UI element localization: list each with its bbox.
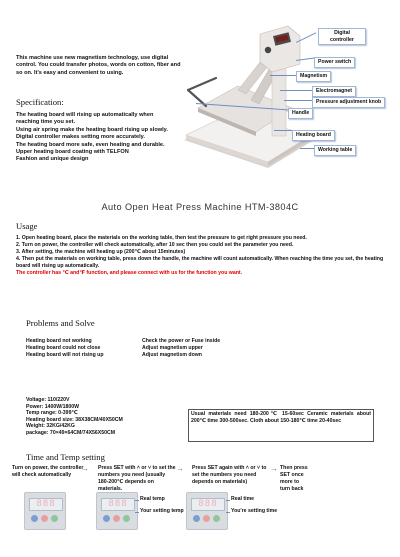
callout-heating-board: Heating board bbox=[292, 130, 335, 141]
down-button[interactable] bbox=[123, 515, 130, 522]
table-row bbox=[26, 345, 366, 352]
spec-line: Fashion and unique design bbox=[16, 156, 89, 163]
problem-cell: Heating board not working bbox=[26, 338, 92, 344]
callout-magnetism: Magnetism bbox=[296, 71, 331, 82]
machine-specs bbox=[26, 397, 186, 437]
leader-line bbox=[226, 512, 230, 513]
controller-display bbox=[96, 492, 138, 530]
leader-line bbox=[270, 75, 296, 76]
usage-step: 3. After setting, the machine will heating up (200℃ about 15minutes) bbox=[16, 249, 186, 255]
controller-display bbox=[24, 492, 66, 530]
spec-item: Weight: 32KG/42KG bbox=[26, 423, 75, 430]
down-button[interactable] bbox=[51, 515, 58, 522]
leader-line bbox=[226, 500, 230, 501]
display-digits: 888 bbox=[191, 498, 225, 511]
real-temp-label: Real temp bbox=[140, 496, 165, 502]
usage-step: 4. Then put the materials on working table, press down the handle, the machine will count automatically. When reaching the time you set, the heating board will rising up automatically. bbox=[16, 256, 384, 269]
specification-heading: Specification: bbox=[16, 97, 64, 107]
controller-display bbox=[186, 492, 228, 530]
leader-line bbox=[284, 100, 312, 101]
materials-note-box: Usual materials need 180-200℃ 15-60sec Ceramic materials about 200℃ time 300-500sec. Cloth about 150-180℃ time 20-40sec bbox=[188, 409, 374, 442]
usage-step: 1. Open heating board, place the materials on the working table, then test the pressure to get right pressure you need. bbox=[16, 235, 307, 241]
leader-line bbox=[300, 148, 314, 149]
heat-press-machine-image bbox=[176, 20, 316, 170]
up-button[interactable] bbox=[113, 515, 120, 522]
set-button[interactable] bbox=[103, 515, 110, 522]
spec-item: Heating board size: 38X38CM/40X50CM bbox=[26, 416, 123, 423]
set-time-label: You're setting time bbox=[231, 508, 278, 514]
up-button[interactable] bbox=[203, 515, 210, 522]
leader-line bbox=[135, 500, 139, 501]
spec-line: Using air spring make the heating board rising up slowly. bbox=[16, 126, 168, 133]
set-button[interactable] bbox=[31, 515, 38, 522]
spec-item: Temp range: 0-399℃ bbox=[26, 410, 78, 417]
specification-list bbox=[16, 112, 178, 164]
solution-cell: Adjust magnetism down bbox=[142, 352, 202, 358]
usage-steps bbox=[16, 235, 388, 277]
display-digits: 888 bbox=[29, 498, 63, 511]
table-row bbox=[26, 338, 366, 345]
leader-line bbox=[280, 90, 312, 91]
callout-handle: Handle bbox=[288, 108, 313, 119]
time-temp-step-3: Press SET again with ˄ or ˅ to set the numbers you need depends on materials) bbox=[192, 465, 267, 485]
callout-working-table: Working table bbox=[314, 145, 356, 156]
up-button[interactable] bbox=[41, 515, 48, 522]
callout-electromagnet: Electromagnet bbox=[312, 86, 356, 97]
callout-pressure-knob: Pressure adjustment knob bbox=[312, 97, 385, 108]
callout-digital-controller: Digital controller bbox=[318, 28, 366, 45]
time-temp-step-2: Press SET with ˄ or ˅ to set the numbers you need (usually 180-200℃ depends on materials. bbox=[98, 465, 176, 492]
usage-heading: Usage bbox=[16, 221, 38, 231]
leader-line bbox=[135, 512, 139, 513]
leader-line bbox=[274, 130, 292, 131]
spec-item: Power: 1400W/1800W bbox=[26, 403, 80, 410]
usage-step: 2. Turn on power, the controller will check automatically, after 10 sec then you could set the parameter you need. bbox=[16, 242, 294, 248]
spec-line: The heating board will rising up automatically when reaching time you set. bbox=[16, 112, 154, 126]
time-temp-step-1: Turn on power, the controller will check automatically bbox=[12, 465, 84, 478]
display-digits: 888 bbox=[101, 498, 135, 511]
problem-cell: Heating board could not close bbox=[26, 345, 101, 351]
time-temp-heading: Time and Temp setting bbox=[26, 452, 105, 462]
callout-power-switch: Power switch bbox=[314, 57, 355, 68]
time-temp-step-4: Then press SET once more to turn back bbox=[280, 465, 308, 492]
down-button[interactable] bbox=[213, 515, 220, 522]
arrow-icon: → bbox=[81, 464, 89, 473]
set-temp-label: Your setting temp bbox=[140, 508, 184, 514]
real-time-label: Real time bbox=[231, 496, 255, 502]
arrow-icon: → bbox=[176, 464, 184, 473]
intro-text: This machine use new magnetism technology, use digital control. You could transfer photos, words on cotton, fiber and so on. It's easy and convenient to using. bbox=[16, 55, 181, 76]
set-button[interactable] bbox=[193, 515, 200, 522]
spec-item: Voltage: 110/220V bbox=[26, 397, 70, 403]
spec-item: package: 70×49×64CM/74X56X50CM bbox=[26, 429, 116, 436]
table-row bbox=[26, 352, 366, 359]
solution-cell: Adjust magnetism upper bbox=[142, 345, 203, 351]
problem-cell: Heating board will not rising up bbox=[26, 352, 104, 358]
spec-line: Upper heating board coating with TELFON bbox=[16, 149, 129, 156]
arrow-icon: → bbox=[270, 464, 278, 473]
problems-table bbox=[26, 338, 366, 359]
spec-line: Digital controller makes setting more accurately. bbox=[16, 134, 145, 141]
spec-line: The heating board more safe, even heating and durable. bbox=[16, 141, 165, 148]
usage-note: The controller has ℃ and℉ function, and please connect with us for the function you want. bbox=[16, 270, 243, 276]
problems-heading: Problems and Solve bbox=[26, 318, 95, 328]
product-title: Auto Open Heat Press Machine HTM-3804C bbox=[101, 202, 299, 212]
solution-cell: Check the power or Fuse inside bbox=[142, 338, 221, 344]
